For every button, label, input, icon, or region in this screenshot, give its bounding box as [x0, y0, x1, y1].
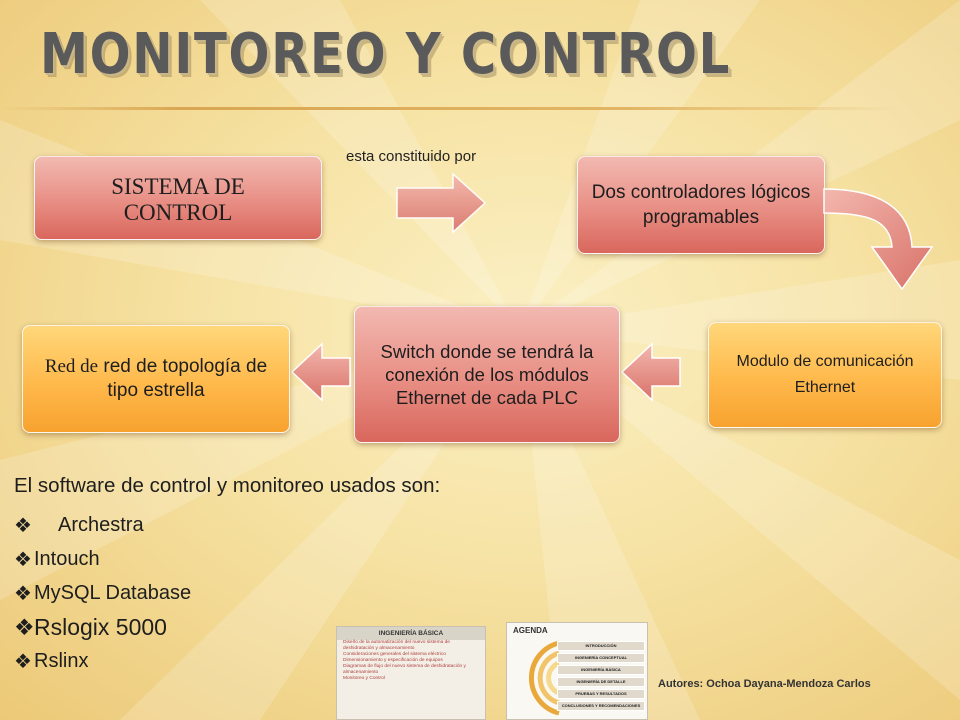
agenda-arc-graphic	[511, 639, 561, 717]
list-item	[14, 644, 191, 678]
box-switch-label: Switch donde se tendrá la conexión de los módulos Ethernet de cada PLC	[380, 341, 594, 408]
thumbnail-item: INGENIERÍA CONCEPTUAL	[557, 653, 645, 663]
box-modulo-ethernet	[708, 322, 942, 428]
title-underline	[0, 107, 900, 110]
box-modulo-label: Modulo de comunicación Ethernet	[736, 353, 914, 396]
list-item-label: MySQL Database	[34, 581, 192, 604]
thumbnail-item: Consideraciones generales del sistema eléctrico	[343, 652, 446, 657]
box-sistema-label: SISTEMA DE CONTROL	[111, 174, 245, 225]
list-item-label: Rslinx	[34, 649, 89, 672]
thumbnail-item: Diseño de la automatización del nuevo sistema de deshidratación y almacenamiento	[343, 640, 450, 651]
box-red-rest: red de topología de tipo estrella	[98, 356, 268, 401]
box-sistema-de-control	[34, 156, 322, 240]
list-item	[14, 542, 191, 576]
list-item-label: Rslogix 5000	[34, 613, 167, 640]
diamond-bullet-icon: ❖	[14, 650, 32, 673]
software-intro: El software de control y monitoreo usados son:	[14, 474, 441, 497]
diamond-bullet-icon: ❖	[14, 514, 32, 537]
thumbnail-title: AGENDA	[513, 626, 548, 635]
thumbnail-item: Monitoreo y Control	[343, 676, 385, 681]
diamond-bullet-icon: ❖	[14, 548, 32, 571]
thumbnail-item: Diagramas de flujo del nuevo sistema de deshidratación y almacenamiento	[343, 664, 466, 675]
box-controladores	[577, 156, 825, 254]
curved-arrow-down-icon	[822, 185, 940, 291]
author-credit: Autores: Ochoa Dayana-Mendoza Carlos	[658, 678, 871, 690]
thumbnail-item: INGENIERÍA DE DETALLE	[557, 677, 645, 687]
slide-title: MONITOREO Y CONTROL	[40, 22, 732, 87]
box-red-prefix: Red de	[44, 356, 99, 377]
list-item-label: Archestra	[58, 513, 144, 536]
box-controladores-label: Dos controladores lógicos programables	[591, 182, 811, 228]
software-list	[14, 508, 191, 678]
box-switch	[354, 306, 620, 443]
box-red-estrella	[22, 325, 290, 433]
thumbnail-item: INGENIERÍA BÁSICA	[557, 665, 645, 675]
thumbnail-title: INGENIERÍA BÁSICA	[337, 627, 485, 640]
arrow-right-icon	[395, 172, 487, 234]
thumbnail-agenda	[506, 622, 648, 720]
thumbnail-item: INTRODUCCIÓN	[557, 641, 645, 651]
diamond-bullet-icon: ❖	[14, 582, 32, 605]
list-item	[14, 576, 191, 610]
connector-label: esta constituido por	[346, 148, 477, 165]
thumbnail-ingenieria-basica	[336, 626, 486, 720]
arrow-left-icon	[620, 342, 682, 402]
arrow-left-icon	[290, 342, 352, 402]
list-item	[14, 610, 191, 644]
thumbnail-item: Dimensionamiento y especificación de equipos	[343, 658, 443, 663]
list-item-label: Intouch	[34, 547, 100, 570]
thumbnail-item: PRUEBAS Y RESULTADOS	[557, 689, 645, 699]
list-item	[14, 508, 191, 542]
box-red-label	[37, 355, 275, 403]
diamond-bullet-icon: ❖	[14, 613, 35, 640]
thumbnail-item: CONCLUSIONES Y RECOMENDACIONES	[557, 701, 645, 711]
